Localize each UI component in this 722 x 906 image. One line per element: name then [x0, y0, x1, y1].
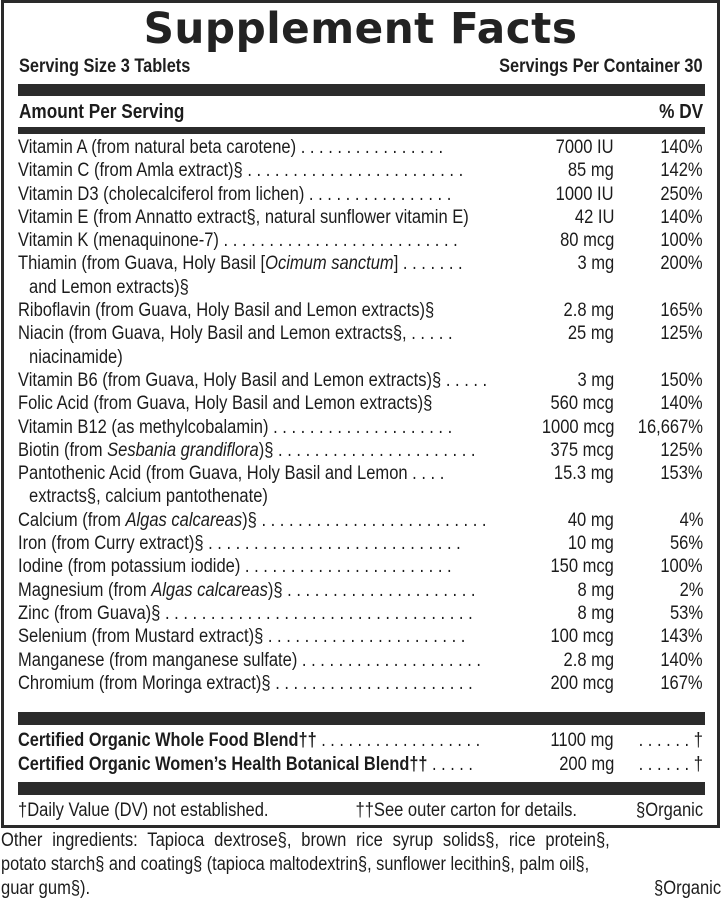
nutrient-dv: 125% [660, 439, 703, 461]
nutrient-row-continuation [18, 485, 703, 508]
nutrient-amount: 100 mcg [550, 626, 614, 648]
nutrient-row [18, 555, 703, 578]
nutrient-amount: 560 mcg [550, 393, 614, 415]
nutrient-amount: 80 mcg [559, 230, 614, 252]
servings-per-container: Servings Per Container 30 [499, 56, 703, 77]
nutrient-dv: 250% [660, 183, 703, 205]
nutrient-dv: 140% [660, 137, 703, 158]
footnote-carton: ††See outer carton for details. [355, 800, 577, 821]
dv-header: % DV [659, 100, 703, 123]
nutrient-row [18, 532, 703, 555]
nutrient-dv: 142% [660, 160, 703, 182]
blend-row [18, 753, 703, 777]
blend-amount: 200 mg [558, 754, 614, 775]
other-ingredients-text: guar gum§). [1, 878, 91, 899]
nutrient-name [18, 579, 475, 602]
nutrient-amount: 200 mcg [550, 672, 614, 694]
nutrient-name: Riboflavin (from Guava, Holy Basil and Lemon extracts)§ [18, 300, 435, 322]
other-ingredients-text: potato starch§ and coating§ (tapioca maltodextrin§, sunflower lecithin§, palm oil§, [1, 854, 590, 875]
footnote-dv: †Daily Value (DV) not established. [18, 800, 269, 821]
nutrient-row [18, 252, 703, 275]
panel-title: Supplement Facts [143, 4, 578, 54]
supplement-facts-panel [1, 0, 720, 828]
nutrient-name: Vitamin B12 (as methylcobalamin) . . . . . . . . . . . . . . . . . . . . [18, 416, 453, 438]
nutrient-dv: 56% [669, 533, 703, 555]
blend-dv: . . . . . . † [638, 730, 703, 751]
nutrient-amount: 42 IU [574, 206, 614, 228]
nutrient-name: Niacin (from Guava, Holy Basil and Lemon extracts§, . . . . . [18, 323, 453, 345]
leader-dots: . . . . . . . . . . . . . . . . . . [316, 730, 481, 751]
nutrient-amount: 8 mg [577, 602, 614, 624]
nutrient-dv: 100% [660, 556, 703, 578]
footnote-organic: §Organic [635, 800, 703, 821]
nutrient-name: Iodine (from potassium iodide) . . . . . . . . . . . . . . . . . . . . . . . [18, 556, 452, 578]
organic-note: §Organic [653, 878, 721, 899]
nutrient-row [18, 416, 703, 439]
nutrient-dv: 153% [660, 463, 703, 485]
nutrient-amount: 2.8 mg [563, 649, 614, 671]
other-ingredients-text: Other ingredients: Tapioca dextrose§, brown rice syrup solids§, rice protein§, [1, 830, 610, 851]
nutrient-name-continuation: niacinamide) [29, 346, 123, 368]
nutrient-dv: 2% [679, 579, 703, 601]
botanical-name: Algas calcareas [125, 509, 243, 531]
nutrient-row [18, 183, 703, 206]
nutrient-dv: 140% [660, 206, 703, 228]
nutrient-name-part: )§ . . . . . . . . . . . . . . . . . . . . . . [258, 439, 476, 461]
nutrient-name: Vitamin C (from Amla extract)§ . . . . . . . . . . . . . . . . . . . . . . . . [18, 160, 464, 182]
nutrient-name: Vitamin K (menaquinone-7) . . . . . . . . . . . . . . . . . . . . . . . . . . [18, 230, 458, 252]
amount-per-serving-header: Amount Per Serving [19, 100, 185, 123]
botanical-name: Algas calcareas [151, 579, 268, 601]
nutrient-name-part: Calcium (from [18, 509, 126, 531]
nutrient-row [18, 136, 703, 159]
nutrient-name: Vitamin E (from Annatto extract§, natural sunflower vitamin E) [18, 206, 469, 228]
nutrient-dv: 53% [669, 602, 703, 624]
nutrient-name-part: ] . . . . . . . [393, 253, 463, 275]
divider-thick [18, 782, 705, 795]
other-ingredients-line [1, 877, 721, 901]
nutrient-name-continuation: extracts§, calcium pantothenate) [29, 486, 268, 508]
nutrient-name-part: )§ . . . . . . . . . . . . . . . . . . . . . . . . . [242, 509, 487, 531]
nutrient-name-part: )§ . . . . . . . . . . . . . . . . . . . . . [267, 579, 476, 601]
other-ingredients-line [1, 829, 721, 853]
divider-thick [18, 712, 705, 725]
nutrient-dv: 150% [660, 369, 703, 391]
nutrient-amount: 25 mg [568, 323, 614, 345]
nutrient-name [18, 439, 476, 462]
nutrient-name-part: Magnesium (from [18, 579, 152, 601]
nutrient-amount: 1000 mcg [541, 416, 614, 438]
nutrient-row [18, 159, 703, 182]
serving-info [19, 55, 703, 79]
nutrient-name: Folic Acid (from Guava, Holy Basil and Lemon extracts)§ [18, 393, 433, 415]
nutrient-name: Vitamin A (from natural beta carotene) . . . . . . . . . . . . . . . . [18, 137, 444, 158]
other-ingredients-line [1, 853, 721, 877]
nutrient-name-part: Biotin (from [18, 439, 108, 461]
divider-thick [18, 84, 705, 96]
nutrient-name: Selenium (from Mustard extract)§ . . . . . . . . . . . . . . . . . . . . . . [18, 626, 466, 648]
nutrient-name [18, 252, 463, 275]
nutrient-dv: 167% [660, 672, 703, 694]
nutrient-row [18, 392, 703, 415]
table-header [19, 98, 703, 126]
nutrient-dv: 140% [660, 393, 703, 415]
nutrient-row [18, 649, 703, 672]
blend-name-text: Certified Organic Women’s Health Botanical Blend†† [18, 754, 428, 775]
nutrient-amount: 375 mcg [550, 439, 614, 461]
nutrient-amount: 15.3 mg [554, 463, 614, 485]
nutrient-name: Pantothenic Acid (from Guava, Holy Basil and Lemon . . . . [18, 463, 445, 485]
nutrient-dv: 165% [660, 300, 703, 322]
divider-thin [18, 127, 705, 134]
blend-amount: 1100 mg [550, 730, 614, 751]
nutrient-row [18, 625, 703, 648]
nutrient-list [18, 136, 703, 695]
serving-size: Serving Size 3 Tablets [19, 56, 191, 77]
nutrient-amount: 3 mg [577, 369, 614, 391]
nutrient-row [18, 322, 703, 345]
nutrient-dv: 125% [660, 323, 703, 345]
nutrient-amount: 8 mg [577, 579, 614, 601]
nutrient-row [18, 579, 703, 602]
blend-row [18, 729, 703, 753]
nutrient-name-part: Thiamin (from Guava, Holy Basil [ [18, 253, 266, 275]
nutrient-amount: 40 mg [568, 509, 614, 531]
nutrient-row [18, 602, 703, 625]
nutrient-row [18, 672, 703, 695]
nutrient-amount: 3 mg [577, 253, 614, 275]
nutrient-amount: 7000 IU [556, 137, 614, 158]
nutrient-row-continuation [18, 276, 703, 299]
leader-dots: . . . . . [427, 754, 473, 775]
botanical-name: Sesbania grandiflora [107, 439, 259, 461]
botanical-name: Ocimum sanctum [265, 253, 394, 275]
nutrient-dv: 100% [660, 230, 703, 252]
nutrient-row [18, 509, 703, 532]
nutrient-amount: 10 mg [568, 533, 614, 555]
footnotes [18, 798, 703, 824]
nutrient-name-continuation: and Lemon extracts)§ [29, 276, 189, 298]
blend-dv: . . . . . . † [638, 754, 703, 775]
nutrient-dv: 4% [679, 509, 703, 531]
nutrient-row-continuation [18, 346, 703, 369]
nutrient-name: Zinc (from Guava)§ . . . . . . . . . . . . . . . . . . . . . . . . . . . . . . . . . . [18, 602, 473, 624]
nutrient-row [18, 462, 703, 485]
blend-name-text: Certified Organic Whole Food Blend†† [18, 730, 317, 751]
nutrient-row [18, 299, 703, 322]
blend-name [18, 729, 480, 753]
nutrient-amount: 85 mg [568, 160, 614, 182]
other-ingredients [1, 829, 721, 901]
nutrient-name: Chromium (from Moringa extract)§ . . . . . . . . . . . . . . . . . . . . . . [18, 672, 473, 694]
nutrient-amount: 1000 IU [556, 183, 614, 205]
nutrient-row [18, 229, 703, 252]
nutrient-dv: 200% [660, 253, 703, 275]
nutrient-dv: 143% [660, 626, 703, 648]
nutrient-amount: 150 mcg [550, 556, 614, 578]
nutrient-amount: 2.8 mg [563, 300, 614, 322]
nutrient-dv: 140% [660, 649, 703, 671]
blend-name [18, 753, 473, 777]
nutrient-row [18, 206, 703, 229]
nutrient-name [18, 509, 486, 532]
nutrient-row [18, 439, 703, 462]
nutrient-name: Manganese (from manganese sulfate) . . . . . . . . . . . . . . . . . . . . [18, 649, 482, 671]
nutrient-dv: 16,667% [637, 416, 703, 438]
blend-list [18, 729, 703, 777]
nutrient-name: Iron (from Curry extract)§ . . . . . . . . . . . . . . . . . . . . . . . . . . . . [18, 533, 461, 555]
nutrient-name: Vitamin B6 (from Guava, Holy Basil and Lemon extracts)§ . . . . . [18, 369, 488, 391]
nutrient-name: Vitamin D3 (cholecalciferol from lichen) . . . . . . . . . . . . . . . . [18, 183, 452, 205]
nutrient-row [18, 369, 703, 392]
